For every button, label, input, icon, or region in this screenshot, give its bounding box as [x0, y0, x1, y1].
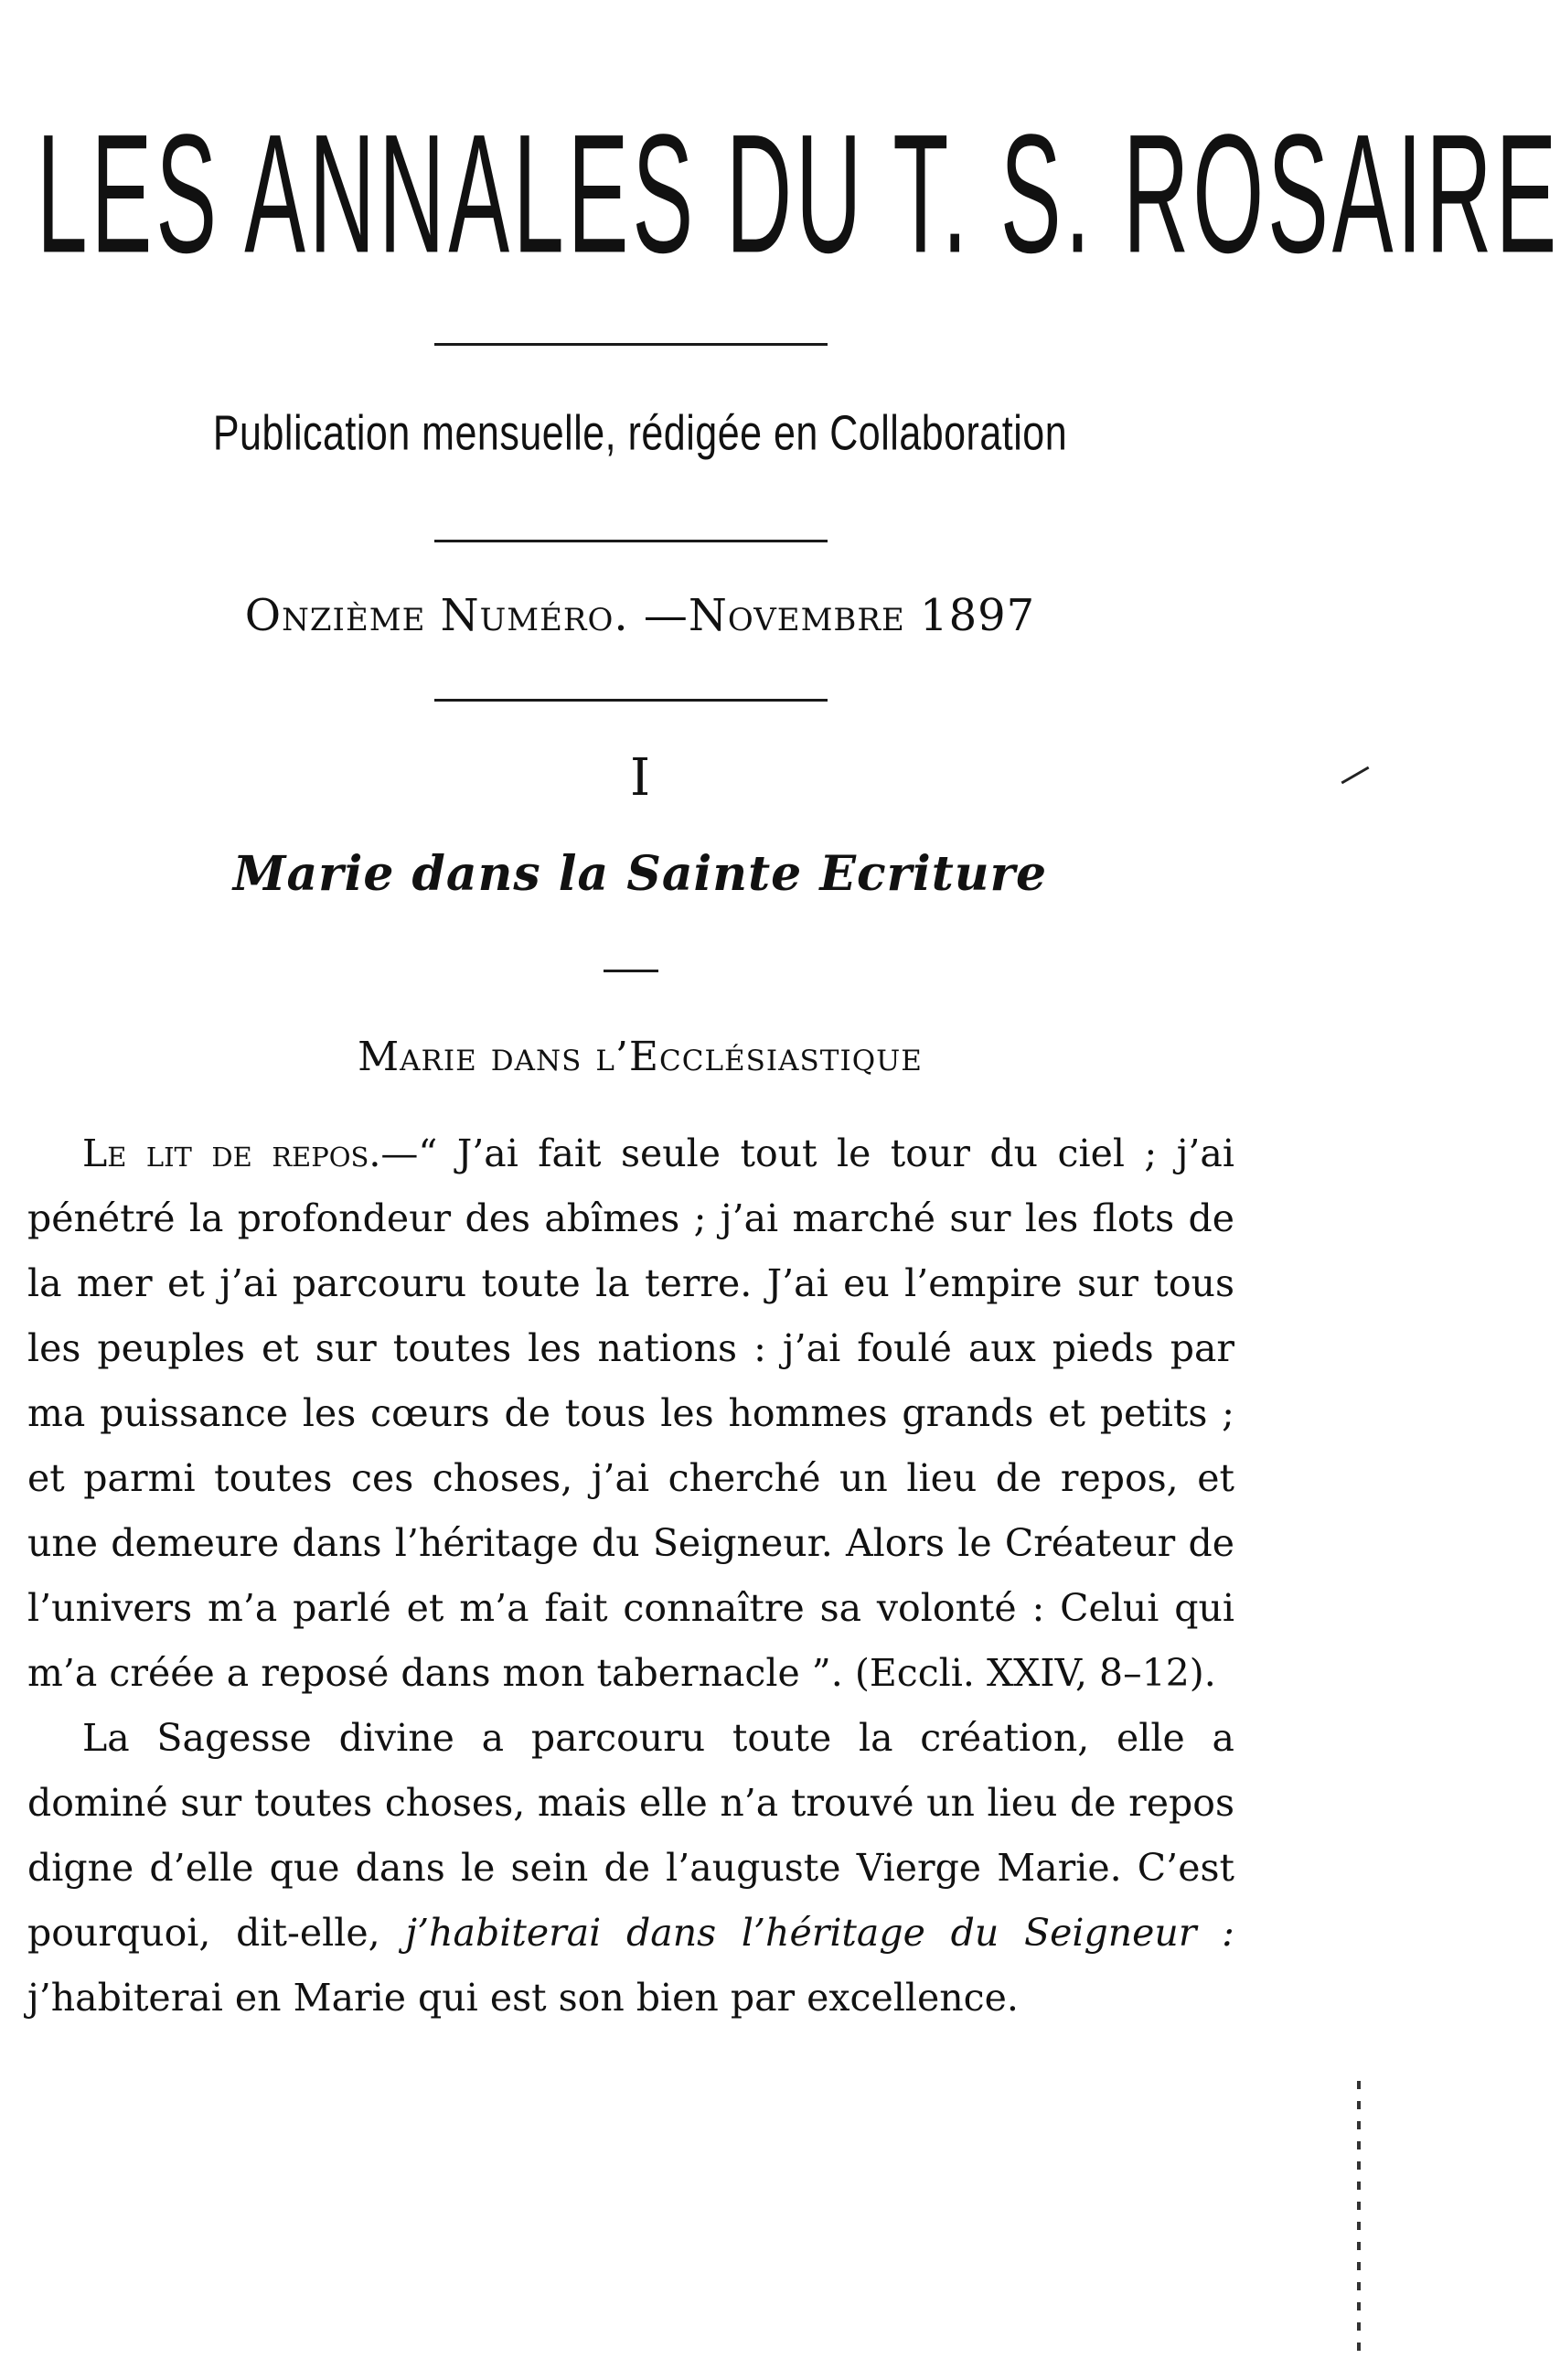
italic-quote: j’habiterai dans l’héritage du Seigneur : — [405, 1911, 1234, 1955]
paragraph — [27, 1121, 1234, 1706]
paragraph-lead: Le lit de repos. — [82, 1131, 381, 1175]
margin-mark — [1341, 767, 1370, 785]
short-divider — [604, 970, 658, 972]
paragraph — [27, 1706, 1234, 2031]
paragraph-text: La Sagesse divine a parcouru toute la création, elle a dominé sur toutes choses, mais elle n’a trouvé un lieu de repos digne d’elle que dans le sein de l’auguste Vierge Marie. C’est pourquoi, dit-elle, — [27, 1716, 1234, 1955]
publication-subtitle: Publication mensuelle, rédigée en Collaboration — [212, 405, 1068, 461]
section-subheading: Marie dans l’Ecclésiastique — [358, 1034, 923, 1080]
paragraph-text: —“ J’ai fait seule tout le tour du ciel ; j’ai pénétré la profondeur des abîmes ; j’ai marché sur les flots de la mer et j’ai parcouru toute la terre. J’ai eu l’empire sur tous les peuples et sur toutes les nations : j’ai foulé aux pieds par ma puissance les cœurs de tous les hommes grands et petits ; et parmi toutes ces choses, j’ai cherché un lieu de repos, et une demeure dans l’héritage du Seigneur. Alors le Créateur de l’univers m’a parlé et m’a fait connaître sa volonté : Celui qui m’a créée a reposé dans mon tabernacle ”. (Eccli. XXIV, 8–12). — [27, 1131, 1234, 1695]
paragraph-text: j’habiterai en Marie qui est son bien par excellence. — [27, 1976, 1019, 2020]
article-body — [27, 1121, 1234, 2031]
masthead-title — [37, 99, 1560, 320]
page-edge-marks — [1357, 2081, 1361, 2355]
masthead-text: LES ANNALES DU T. S. ROSAIRE — [37, 99, 1560, 290]
divider-rule — [434, 343, 828, 346]
divider-rule — [434, 699, 828, 702]
section-number: I — [629, 748, 651, 808]
issue-line: Onzième Numéro. —Novembre 1897 — [244, 590, 1036, 641]
section-title: Marie dans la Sainte Ecriture — [232, 846, 1048, 902]
divider-rule — [434, 540, 828, 542]
